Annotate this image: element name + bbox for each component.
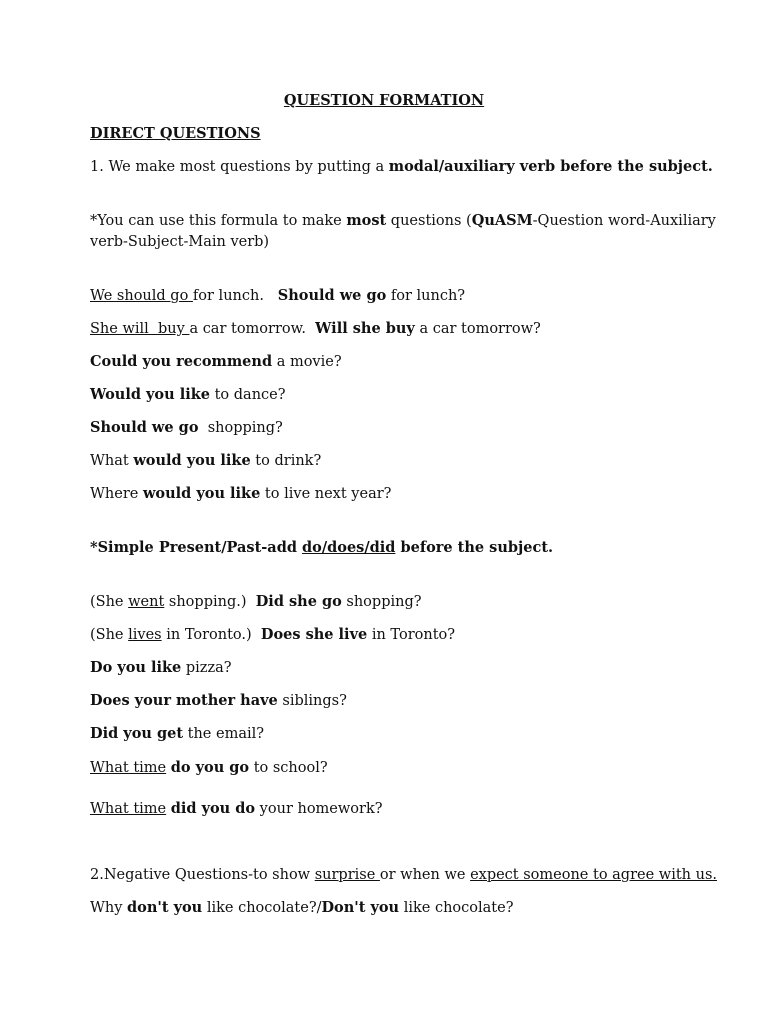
text-segment: -Question word-Auxiliary (532, 213, 716, 229)
text-segment: would you like (133, 452, 251, 469)
text-segment: to school? (249, 760, 328, 776)
text-segment: Would you like (90, 386, 210, 403)
text-segment: verb-Subject-Main verb) (90, 234, 270, 250)
text-segment: did you do (170, 800, 256, 817)
text-segment: do/does/did (302, 539, 396, 556)
text-segment: like chocolate? (399, 900, 514, 916)
text-segment: Do you like (90, 659, 182, 676)
example-line (90, 319, 690, 339)
text-segment: She will buy (90, 321, 190, 337)
text-segment: What (90, 453, 134, 469)
text-segment: (She (90, 627, 129, 643)
text-segment: lives (128, 627, 162, 643)
text-segment: the email? (183, 726, 265, 742)
example-line (90, 385, 690, 405)
text-segment: your homework? (255, 801, 383, 817)
text-segment: would you like (142, 485, 261, 502)
text-segment: (She (90, 594, 129, 610)
text-segment: to live next year? (260, 486, 392, 502)
text-segment: for lunch. (192, 288, 278, 304)
text-segment: Did she go (255, 593, 342, 610)
text-segment: What time (90, 760, 167, 776)
text-segment: questions ( (386, 213, 472, 229)
text-segment: to dance? (210, 387, 286, 403)
text-segment: Did you get (90, 725, 184, 742)
example-line (90, 352, 690, 372)
example-line (90, 658, 690, 678)
example-line (90, 691, 690, 711)
text-segment: QuASM (471, 212, 533, 229)
formula-note-line-1 (90, 211, 716, 231)
text-segment: pizza? (181, 660, 232, 676)
formula-note-line-2 (90, 232, 690, 252)
text-segment: shopping? (198, 420, 283, 436)
negative-questions-rule (90, 865, 718, 885)
example-line (90, 758, 690, 778)
text-segment: a car tomorrow. (189, 321, 316, 337)
text-segment: before the subject. (395, 539, 554, 556)
text-segment: Don't you (321, 899, 400, 916)
text-segment: or when we (379, 867, 471, 883)
text-segment: went (128, 594, 165, 610)
text-segment: modal/auxiliary verb before the subject. (388, 158, 713, 175)
text-segment: shopping? (341, 594, 422, 610)
text-segment: We should go (90, 288, 193, 304)
example-line (90, 451, 690, 471)
text-segment: shopping.) (164, 594, 256, 610)
text-segment: a car tomorrow? (414, 321, 541, 337)
simple-present-past-rule (90, 538, 690, 558)
text-segment: siblings? (277, 693, 347, 709)
section-heading: DIRECT QUESTIONS (90, 125, 261, 142)
text-segment: Could you recommend (90, 353, 273, 370)
example-line (90, 418, 690, 438)
text-segment: for lunch? (386, 288, 466, 304)
text-segment: surprise (314, 867, 380, 883)
text-segment: in Toronto? (367, 627, 456, 643)
text-segment: a movie? (272, 354, 342, 370)
example-line (90, 898, 690, 918)
text-segment: *Simple Present/Past-add (90, 539, 303, 556)
text-segment: like chocolate?/ (202, 900, 322, 916)
text-segment: Why (90, 900, 128, 916)
text-segment: don't you (127, 899, 203, 916)
example-line (90, 724, 690, 744)
example-line (90, 592, 690, 612)
text-segment: *You can use this formula to make (90, 213, 347, 229)
text-segment: do you go (170, 759, 250, 776)
text-segment: Should we go (277, 287, 387, 304)
text-segment: Should we go (90, 419, 199, 436)
example-line (90, 625, 690, 645)
example-line (90, 484, 690, 504)
text-segment: Where (90, 486, 143, 502)
text-segment: Will she buy (315, 320, 415, 337)
text-segment: Does your mother have (90, 692, 278, 709)
text-segment: expect someone to agree with us. (470, 867, 718, 883)
text-segment: What time (90, 801, 167, 817)
text-segment: 2.Negative Questions-to show (90, 867, 315, 883)
text-segment: most (346, 212, 387, 229)
example-line (90, 799, 690, 819)
example-line (90, 286, 690, 306)
rule-1-text (90, 157, 713, 177)
text-segment: to drink? (250, 453, 322, 469)
page-title: QUESTION FORMATION (283, 92, 485, 109)
text-segment: 1. We make most questions by putting a (90, 159, 389, 175)
text-segment: Does she live (260, 626, 368, 643)
text-segment: in Toronto.) (161, 627, 261, 643)
